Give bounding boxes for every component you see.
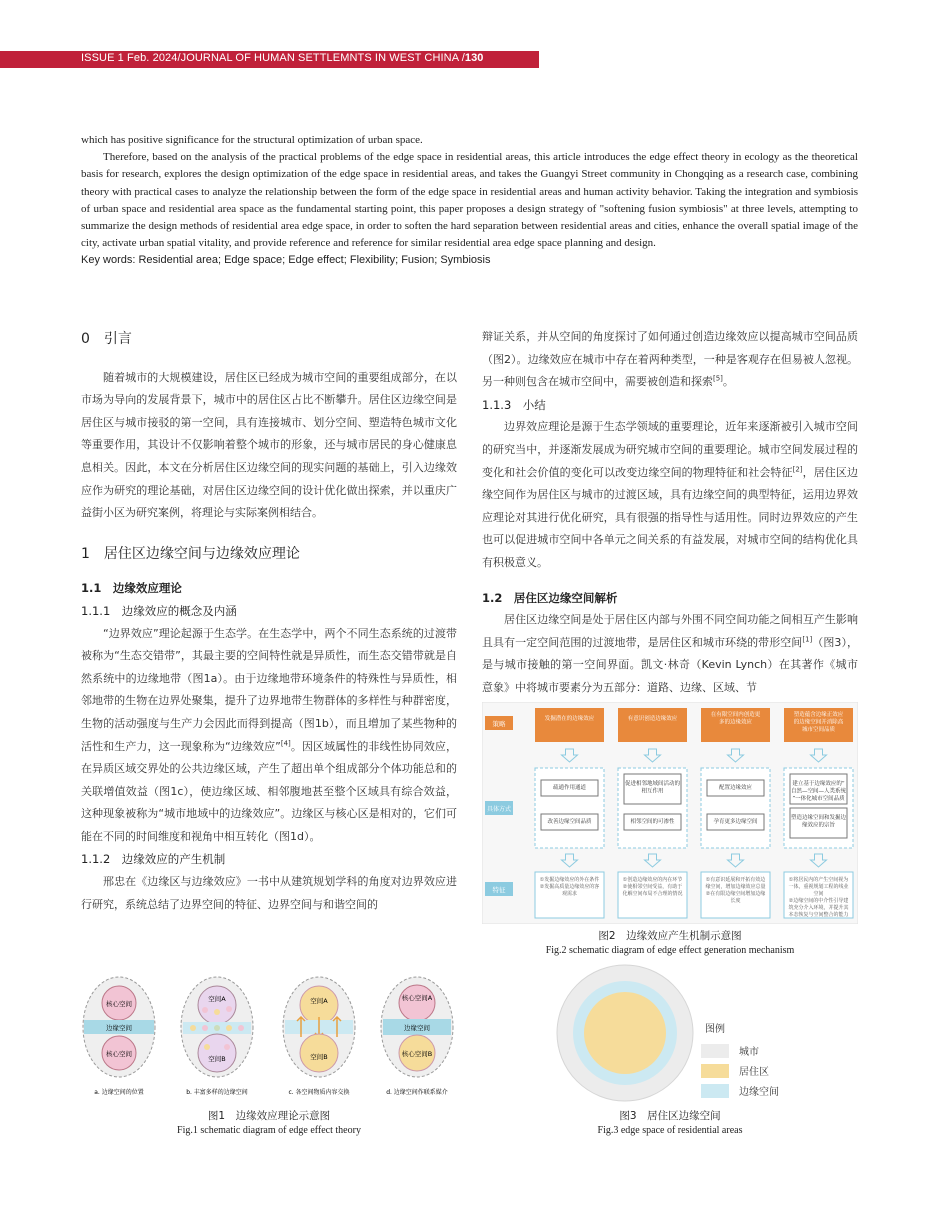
- fig2-strategy-text: 在有限空间内创造更多的边缘效应: [710, 712, 761, 726]
- page-number: 130: [464, 52, 484, 64]
- reference-1: [1]: [802, 635, 813, 644]
- fig2-feature-text: ①有意识延展和开拓有效边缘空间，增加边缘效应总量 ②在有限边缘空间增加边缘长度: [705, 877, 766, 904]
- fig2-row-feature: 特征: [492, 886, 506, 894]
- mechanism-paragraph: 邢忠在《边缘区与边缘效应》一书中从建筑规划学科的角度对边界效应进行研究，系统总结了边界空间的特征、边界空间与和谐空间的: [81, 875, 457, 911]
- fig1a-panel: [83, 977, 155, 1096]
- figure-3-diagram: [555, 963, 805, 1105]
- keywords: [81, 252, 858, 269]
- figure-1-caption-zh: 图1 边缘效应理论示意图: [207, 1110, 331, 1122]
- summary-text-b: ，居住区边缘空间作为居住区与城市的过渡区域，具有边缘空间的典型特征，运用边界效应理论对其进行优化研究，具有很强的指导性与适用性。同时边界效应的产生也可以促进城市空间中各单元之间关系的有益发展，对城市空间的结构优化具有积极意义。: [482, 465, 858, 569]
- intro-paragraph: 随着城市的大规模建设，居住区已经成为城市空间的重要组成部分，在以市场为导向的发展背景下，城市中的居住区占比不断攀升。居住区边缘空间是居住区与城市接驳的第一空间，具有连接城市、划分空间、塑造特色城市文化等重要作用，其设计不仅影响着整个城市的形象，还与城市居民的身心健康息息相关。因此，本文在分析居住区边缘空间的现实问题的基础上，引入边缘效应作为研究的理论基础，对居住区边缘空间的设计优化做出探索，并以重庆广益街小区为研究案例，将理论与实际案例相结合。: [81, 370, 457, 520]
- figure-3-caption-zh: 图3 居住区边缘空间: [619, 1110, 721, 1122]
- fig2-strategy-text: 有意识创造边缘效应: [627, 716, 678, 722]
- fig1a-edge: 边缘空间: [106, 1024, 132, 1032]
- fig3-legend-swatch-residential: [701, 1064, 729, 1078]
- fig2-method-text: 疏通作用通道: [552, 785, 587, 791]
- fig1b-panel: [181, 977, 253, 1096]
- figure-1-caption-en: Fig.1 schematic diagram of edge effect theory: [177, 1125, 361, 1136]
- fig3-legend-swatch-edge: [701, 1084, 729, 1098]
- fig3-residential-core: [584, 992, 666, 1074]
- right-text-b: 。: [722, 375, 734, 389]
- reference-2: [2]: [792, 464, 803, 473]
- fig2-method-text: 相邻空间的可渗性: [630, 819, 675, 825]
- section-1-1-2-heading: 1.1.2 边缘效应的产生机制: [81, 852, 226, 867]
- summary-paragraph: [482, 416, 858, 574]
- fig1a-core-bottom: 核心空间: [106, 1050, 132, 1058]
- fig3-legend-city: 城市: [739, 1047, 759, 1058]
- left-column: [81, 328, 457, 916]
- fig1d-panel: [381, 977, 453, 1096]
- edge-space-analysis-paragraph: [482, 609, 858, 699]
- fig2-feature-text: ①将居民内的产生空间视为一体，重视规划工程的线业空间 ②边缘空间的中介性引导建筑充分介入环境，并提升其本态恢复与空间整合的能力: [788, 877, 849, 918]
- journal-title: ISSUE 1 Feb. 2024/JOURNAL OF HUMAN SETTLEMNTS IN WEST CHINA /: [81, 52, 465, 64]
- fig2-row-method: 具体方式: [486, 806, 512, 813]
- reference-5: [5]: [713, 374, 723, 383]
- fig1b-space-a: 空间A: [208, 995, 226, 1003]
- fig1c-caption: c. 各空间物质内容交换: [288, 1089, 350, 1096]
- fig1d-edge: 边缘空间: [404, 1024, 430, 1032]
- fig1c-space-a: 空间A: [310, 997, 328, 1005]
- figure-1-diagram: [81, 975, 457, 1105]
- figure-3-caption: [482, 1108, 858, 1136]
- section-1-1-3-heading: 1.1.3 小结: [482, 397, 546, 412]
- fig1c-panel: [283, 977, 355, 1096]
- fig2-method-text: 塑造边缘空间和发掘边缘效应的宗旨: [790, 815, 847, 829]
- fig2-method-text: 建立基于边缘效应的“自然—空间—人类系统”一体化城市空间品质: [790, 781, 847, 802]
- fig2-method-text: 促进相邻地域间活动的相互作用: [624, 781, 681, 795]
- fig2-strategy-box: [618, 708, 687, 742]
- concept-text-a: “边界效应”理论起源于生态学。在生态学中，两个不同生态系统的过渡带被称为“生态交错带”，其最主要的空间特性就是异质性，而生态交错带就是自然系统中的边缘地带（图1a）。由于边缘地带环境条件的特殊性与异质性，相邻地带的生物在边界处聚集，提升了边界地带生物群体的多样性与种群密度，生物的活动强度与生产力会因此而得到提高（图1b），而且增加了某些物种的活性和生产力，这一现象称为“边缘效应”: [81, 626, 457, 753]
- fig1b-caption: b. 丰富多样的边缘空间: [186, 1089, 248, 1096]
- edge-effect-concept-paragraph: [81, 623, 457, 849]
- figure-2-diagram: [482, 702, 858, 924]
- section-1-1-1-heading: 1.1.1 边缘效应的概念及内涵: [81, 603, 237, 618]
- fig2-feature-text: ①发掘边缘效应的外在条件 ②发掘高质量边缘效应的客观需求: [539, 877, 600, 897]
- section-1-heading: 1 居住区边缘空间与边缘效应理论: [81, 545, 300, 562]
- fig3-legend-title: 图例: [705, 1024, 725, 1035]
- fig2-method-text: 配置边缘效应: [718, 785, 753, 791]
- fig1d-caption: d. 边缘空间作联系媒介: [386, 1089, 448, 1096]
- figure-2-caption-en: Fig.2 schematic diagram of edge effect generation mechanism: [545, 945, 795, 956]
- summary-text-a: 边界效应理论是源于生态学领域的重要理论，近年来逐渐被引入城市空间的研究当中，并逐渐发展成为研究城市空间的重要理论。城市空间发展过程的变化和社会价值的变化可以改变边缘空间的物理特征和社会特征: [482, 420, 858, 479]
- figure-2-caption-zh: 图2 边缘效应产生机制示意图: [598, 930, 742, 942]
- section-0-heading: 0 引言: [81, 331, 132, 347]
- section-1-2-heading: 1.2 居住区边缘空间解析: [482, 590, 618, 605]
- journal-header: [81, 52, 484, 64]
- analysis-text-b: （图3），是与城市接触的第一空间界面。凯文·林奇（Kevin Lynch）在其著作《城市意象》中将城市要素分为五部分：道路、边缘、区域、节: [482, 635, 858, 694]
- concept-text-b: 。因区域属性的非线性协同效应，在异质区域交界处的公共边缘区域，产生了超出单个组成部分个体功能总和的关联增值效益（图1c），使边缘区域、相邻腹地甚至整个区域具有综合效益，这种现象被称为“城市地域中的边缘效应”。边缘区与核心区是相对的，它们可能在不同的时间维度和视角中相互转化（图1d）。: [81, 739, 457, 843]
- fig1d-core-b: 核心空间B: [401, 1050, 433, 1058]
- figure-1-caption: [81, 1108, 457, 1136]
- fig1a-core-top: 核心空间: [106, 1000, 132, 1008]
- abstract-block: [81, 132, 858, 270]
- figure-3-caption-en: Fig.3 edge space of residential areas: [597, 1125, 743, 1136]
- keywords-list: : Residential area; Edge space; Edge effect; Flexibility; Fusion; Symbiosis: [132, 254, 491, 267]
- fig2-feature-text: ①创造边缘效应的内在环节 ②使相邻空间受益，有助于化解空间布局不合理的情况: [622, 877, 683, 897]
- fig3-legend-swatch-city: [701, 1044, 729, 1058]
- right-text-a: 辩证关系，并从空间的角度探讨了如何通过创造边缘效应以提高城市空间品质（图2）。边缘效应在城市中存在着两种类型，一种是客观存在但易被人忽视。另一种则包含在城市空间中，需要被创造和探索: [482, 330, 858, 389]
- figure-2-caption: [482, 928, 858, 956]
- fig2-strategy-box: [535, 708, 604, 742]
- fig2-row-strategy: 策略: [492, 720, 506, 728]
- fig1a-caption: a. 边缘空间的位置: [94, 1089, 144, 1096]
- fig3-legend-edge: 边缘空间: [739, 1087, 779, 1098]
- fig2-strategy-text: 塑造蕴含边缘正效应的边缘空间并消除高城市空间品质: [793, 712, 844, 733]
- fig2-method-text: 改善边缘空间品质: [547, 819, 592, 825]
- right-paragraph-1: [482, 326, 858, 394]
- analysis-text-a: 居住区边缘空间是处于居住区内部与外围不同空间功能之间相互产生影响且具有一定空间范围的过渡地带，是居住区和城市环绕的带形空间: [482, 613, 858, 649]
- fig1b-space-b: 空间B: [208, 1055, 226, 1063]
- right-column: [482, 326, 858, 700]
- abstract-p2: Therefore, based on the analysis of the practical problems of the edge space in residential areas, this article introduces the edge effect theory in ecology as the theoretical basis for research, explores the design optimization of the edge space in residential areas, and takes the Guangyi Street community in Chongqing as a research case, combining theory with practical cases to analyze the relationship between the form of the edge space in residential areas and human activity behavior. Taking the integration and symbiosis of urban space and residential area space as the fundamental starting point, this paper proposes a design strategy of "softening fusion symbiosis" at three levels, attempting to summarize the design methods of residential area edge space, in order to soften the hard separation between residential areas and cities, enhance the overall spatial image of the city, activate urban spatial vitality, and provide reference and reference for similar residential area edge space planning and design.: [81, 151, 858, 250]
- section-1-1-heading: 1.1 边缘效应理论: [81, 581, 182, 596]
- fig1d-core-a: 核心空间A: [401, 994, 433, 1002]
- reference-4: [4]: [280, 738, 291, 747]
- keywords-label: Key words: [81, 254, 133, 267]
- abstract-p1: which has positive significance for the structural optimization of urban space.: [81, 134, 423, 146]
- fig2-method-text: 孕育更多边缘空间: [713, 819, 758, 825]
- fig3-legend-residential: 居住区: [739, 1067, 769, 1078]
- fig2-strategy-text: 发掘潜在的边缘效应: [544, 716, 595, 722]
- fig1c-space-b: 空间B: [310, 1053, 328, 1061]
